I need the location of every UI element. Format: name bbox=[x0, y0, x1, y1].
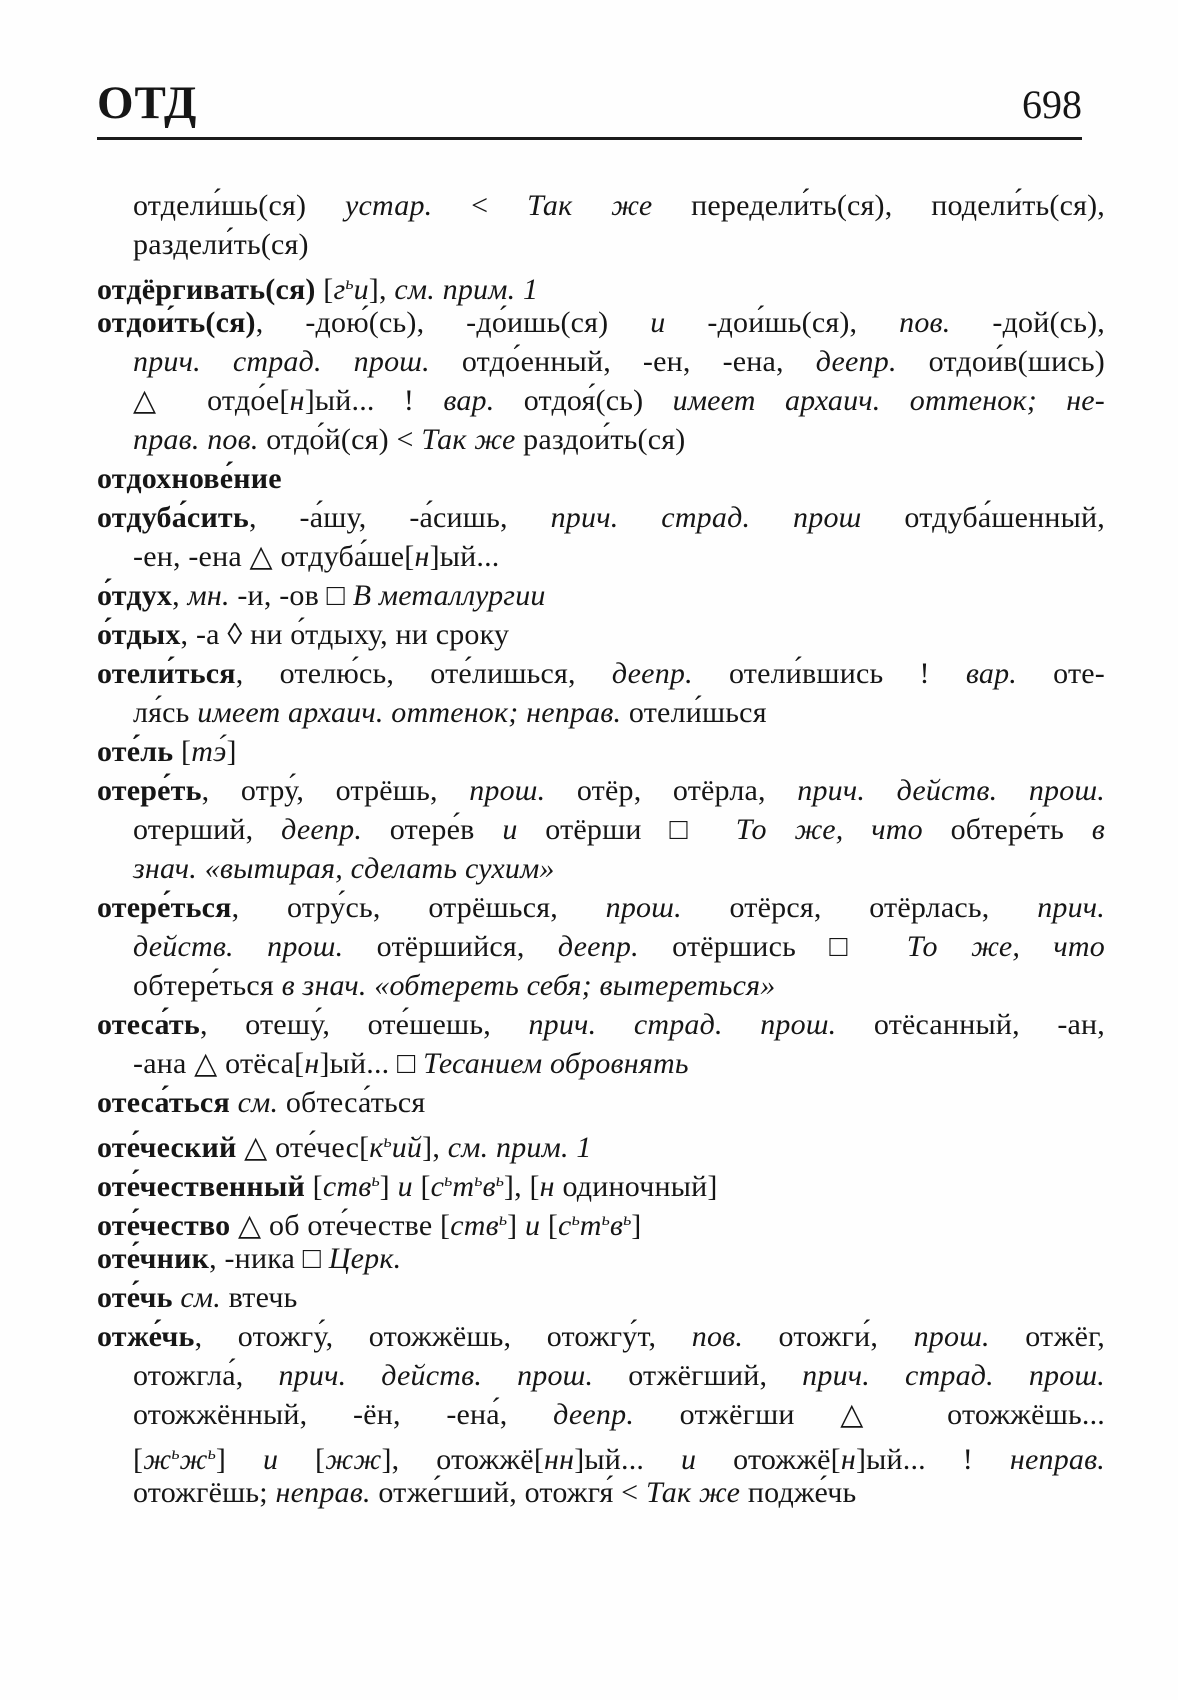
text-line: оте́ческий △ $оте́чес[к^ьий]$, см. прим. 1 bbox=[97, 1131, 592, 1164]
text-line: оте́чество △ об оте́честве [ств$^ь$] и $[с^ьт^ьв^ь]$ bbox=[97, 1209, 642, 1242]
text-line: отели́ться, отелю́сь, оте́лишься, деепр. отели́вшись ! вар. оте- bbox=[97, 657, 1105, 690]
header-rule bbox=[97, 137, 1082, 140]
text-line: -ен, -ена △ отдуба́ше[н]ый... bbox=[133, 540, 500, 573]
dictionary-body bbox=[97, 186, 1105, 1512]
text-line: -ана △ отёса[н]ый... □ Тесанием обровнять bbox=[133, 1047, 689, 1080]
page-header bbox=[97, 78, 1082, 130]
text-line: отожгёшь; неправ. отже́гший, отожгя́ < Так же подже́чь bbox=[133, 1476, 857, 1509]
text-line: прав. пов. отдо́й(ся) < Так же раздои́ть(ся) bbox=[133, 423, 686, 456]
text-line: отдохнове́ние bbox=[97, 462, 282, 495]
text-line: знач. «вытирая, сделать сухим» bbox=[133, 852, 555, 885]
text-line: оте́чественный [ств$^ь$] и $[с^ьт^ьв^ь]$, [н одиночный] bbox=[97, 1170, 718, 1203]
text-line: оте́ль [тэ́] bbox=[97, 735, 237, 768]
text-line: отже́чь, отожгу́, отожжёшь, отожгу́т, пов. отожги́, прош. отжёг, bbox=[97, 1320, 1105, 1353]
text-line: отожгла́, прич. действ. прош. отжёгший, прич. страд. прош. bbox=[133, 1359, 1105, 1392]
page-number: 698 bbox=[1022, 82, 1082, 127]
text-line: обтере́ться в знач. «обтереть себя; вытереться» bbox=[133, 969, 776, 1002]
text-line: о́тдух, мн. -и, -ов □ В металлургии bbox=[97, 579, 546, 612]
text-line: прич. страд. прош. отдо́енный, -ен, -ена, деепр. отдои́в(шись) bbox=[133, 345, 1105, 378]
text-line: отдёргивать(ся) $[г^ьи]$, см. прим. 1 bbox=[97, 273, 539, 306]
guide-word: ОТД bbox=[97, 77, 198, 129]
text-line: отеса́ться см. обтеса́ться bbox=[97, 1086, 426, 1119]
text-line: оте́чь см. втечь bbox=[97, 1281, 298, 1314]
text-line: отдои́ть(ся), -дою́(сь), -до́ишь(ся) и -дои́шь(ся), пов. -дой(сь), bbox=[97, 306, 1105, 339]
text-line: отдуба́сить, -а́шу, -а́сишь, прич. страд. прош отдуба́шенный, bbox=[97, 501, 1105, 534]
text-line: $[ж^ьж^ь]$ и [жж], отожжё[нн]ый... и отожжё[н]ый... ! неправ. bbox=[133, 1443, 1106, 1476]
text-line: о́тдых, -а ◊ ни о́тдыху, ни сроку bbox=[97, 618, 510, 651]
text-line: действ. прош. отёршийся, деепр. отёршись □ То же, что bbox=[133, 930, 1106, 963]
text-line: отере́ться, отру́сь, отрёшься, прош. отёрся, отёрлась, прич. bbox=[97, 891, 1105, 924]
text-line: △ отдо́е[н]ый... ! вар. отдоя́(сь) имеет архаич. оттенок; не- bbox=[133, 384, 1105, 417]
text-line: оте́чник, -ника □ Церк. bbox=[97, 1242, 402, 1275]
text-line: отеса́ть, отешу́, оте́шешь, прич. страд. прош. отёсанный, -ан, bbox=[97, 1008, 1105, 1041]
text-line: отере́ть, отру́, отрёшь, прош. отёр, отёрла, прич. действ. прош. bbox=[97, 774, 1106, 807]
text-line: раздели́ть(ся) bbox=[133, 228, 309, 261]
text-line: отдели́шь(ся) устар. < Так же передели́ть(ся), подели́ть(ся), bbox=[133, 189, 1105, 222]
text-line: ля́сь имеет архаич. оттенок; неправ. отели́шься bbox=[133, 696, 767, 729]
text-line: отожжённый, -ён, -ена́, деепр. отжёгши △ отожжёшь... bbox=[133, 1398, 1105, 1431]
text-line: отерший, деепр. отере́в и отёрши □ То же, что обтере́ть в bbox=[133, 813, 1105, 846]
